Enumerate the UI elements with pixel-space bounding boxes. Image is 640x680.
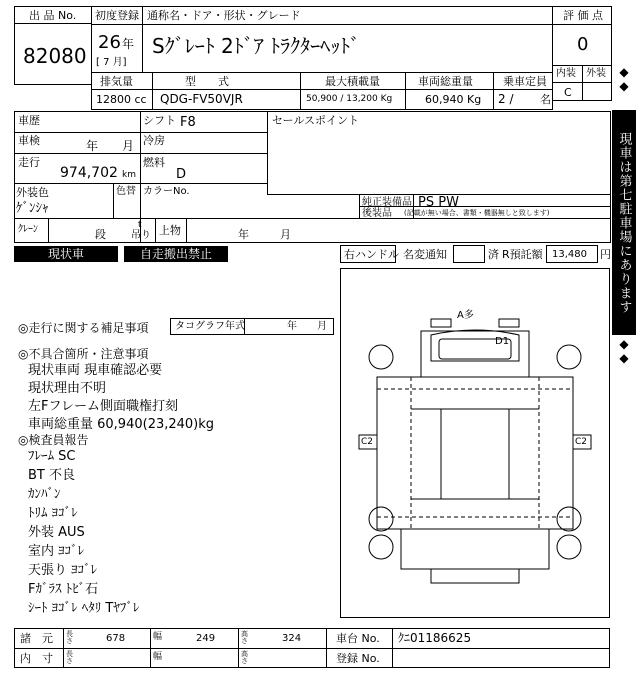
- mark-a: A多: [457, 310, 474, 321]
- handle-cell: [340, 245, 399, 263]
- interior-dims-label: 内 寸: [20, 652, 53, 665]
- interior-label: 内装: [556, 68, 576, 79]
- crane-hook: 吊り: [131, 230, 151, 241]
- inspector-item: 室内 ﾖｺﾞﾚ: [28, 544, 85, 559]
- defect-item: 左Fフレーム側面職権打刻: [28, 399, 178, 414]
- chassis-label: 車台 No.: [336, 632, 380, 645]
- name-label: 通称名・ドア・形状・グレード: [147, 9, 301, 22]
- mileage-label: 走行: [18, 156, 40, 169]
- diamond-bottom: ◆: [619, 337, 629, 351]
- length-value: 678: [106, 633, 126, 644]
- lot-no: 82080: [23, 44, 87, 68]
- inspector-item: ﾄﾘﾑ ﾖｺﾞﾚ: [28, 506, 78, 521]
- defects-title: ◎不具合箇所・注意事項: [18, 347, 149, 361]
- damage-diagram-frame: [340, 268, 610, 618]
- defect-item: 現状車両 現車確認必要: [28, 363, 163, 378]
- score-label: 評 価 点: [563, 9, 603, 22]
- inspection-label: 車検: [18, 134, 40, 147]
- width2-label: 幅: [153, 652, 163, 662]
- capacity-label: 乗車定員: [503, 75, 547, 88]
- self-driving-ban-badge: 自走搬出禁止: [124, 246, 228, 262]
- parking-location-banner: 現車は第七駐車場にあります: [612, 110, 636, 335]
- upper-label: 上物: [159, 224, 181, 237]
- truck-diagram: [341, 269, 609, 617]
- recycle-fee-label: R預託額: [502, 248, 543, 261]
- shift-label: シフト: [143, 114, 176, 127]
- width-label: 幅: [153, 632, 163, 642]
- color-no-label: カラーNo.: [143, 186, 190, 197]
- length2-label: 長さ: [66, 650, 73, 665]
- inspector-title: ◎検査員報告: [18, 433, 89, 447]
- first-reg-label: 初度登録: [95, 9, 139, 22]
- upper-month: 月: [280, 228, 291, 241]
- inspector-item: BT 不良: [28, 468, 75, 483]
- length-label: 長さ: [66, 630, 73, 645]
- gvw-value: 60,940 Kg: [425, 93, 482, 106]
- inspector-item: ｼｰﾄ ﾖｺﾞﾚ ﾍﾀﾘ Tﾔﾌﾞﾚ: [28, 601, 140, 616]
- history-label: 車歴: [18, 114, 40, 127]
- mark-c-right: C2: [575, 437, 588, 447]
- lot-no-label-cell: [14, 6, 92, 24]
- tacho-label: タコグラフ年式: [175, 321, 245, 332]
- score-value: 0: [577, 34, 589, 55]
- max-load-value: 50,900 / 13,200 Kg: [306, 94, 393, 104]
- gvw-label: 車両総重量: [418, 75, 473, 88]
- fuel-value: D: [176, 167, 187, 182]
- reg-label: 登録 No.: [336, 652, 380, 665]
- color-label: 外装色: [16, 186, 49, 199]
- aftermarket-label: 後装品: [362, 208, 392, 219]
- diamond-top-2: ◆: [619, 79, 629, 93]
- genuine-label: 純正装備品: [362, 197, 412, 208]
- inspector-item: ｶﾝﾊﾞﾝ: [28, 487, 61, 502]
- recycle-fee-cell: [546, 245, 598, 263]
- crane-t: t: [138, 220, 142, 230]
- diamond-top: ◆: [619, 65, 629, 79]
- tacho-cell: [170, 318, 334, 335]
- interior-grade: C: [564, 86, 572, 99]
- dims-label: 諸 元: [20, 632, 53, 645]
- genuine-value: PS PW: [418, 195, 459, 210]
- name-change-box: [453, 245, 485, 263]
- tacho-month: 月: [317, 321, 327, 332]
- height-value: 324: [282, 633, 302, 644]
- mark-c-left: C2: [361, 437, 374, 447]
- inspector-item: 外装 AUS: [28, 525, 85, 540]
- recycle-fee-unit: 円: [600, 248, 611, 261]
- lot-no-cell: [14, 23, 92, 85]
- mileage-value: 974,702: [60, 165, 118, 181]
- driving-notes-title: ◎走行に関する補足事項: [18, 321, 149, 335]
- height-label: 高さ: [241, 630, 248, 645]
- width-value: 249: [196, 633, 216, 644]
- recycle-fee-value: 13,480: [552, 249, 587, 260]
- sales-point-label: セールスポイント: [272, 114, 360, 127]
- tacho-year: 年: [287, 321, 297, 332]
- inspection-year: 年: [86, 139, 99, 153]
- inspector-item: ﾌﾚｰﾑ SC: [28, 449, 76, 464]
- inspector-item: Fｶﾞﾗｽ ﾄﾋﾞ石: [28, 582, 99, 597]
- defect-item: 現状理由不明: [28, 381, 107, 396]
- crane-label: ｸﾚｰﾝ: [18, 224, 38, 235]
- color-value: ｹﾞﾝｼｬ: [16, 201, 49, 216]
- first-reg-year: 26: [98, 32, 121, 53]
- recycle-label: 済: [488, 248, 499, 261]
- handle-value: 右ハンドル: [344, 248, 399, 261]
- inspection-month: 月: [122, 139, 135, 153]
- upper-year: 年: [238, 228, 249, 241]
- year-unit: 年: [122, 37, 135, 51]
- diamond-bottom-2: ◆: [619, 351, 629, 365]
- color-change-label: 色替: [116, 186, 136, 197]
- fuel-label: 燃料: [143, 156, 165, 169]
- defect-item: 車両総重量 60,940(23,240)kg: [28, 417, 215, 432]
- chassis-value: ｸﾆ01186625: [398, 631, 472, 645]
- capacity-unit: 名: [540, 93, 551, 106]
- capacity-value: 2 /: [498, 92, 514, 106]
- first-reg-month: [ 7 月]: [96, 57, 127, 68]
- displacement-label: 排気量: [100, 75, 133, 88]
- name-change-label: 名変通知: [403, 248, 447, 261]
- exterior-label: 外装: [586, 68, 606, 79]
- shift-value: F8: [180, 115, 196, 130]
- max-load-label: 最大積載量: [325, 75, 380, 88]
- ac-label: 冷房: [143, 134, 165, 147]
- model-label: 型 式: [185, 75, 229, 88]
- model-value: QDG-FV50VJR: [160, 92, 243, 106]
- aftermarket-note: (記載が無い場合、書類・機器無しと致します): [404, 209, 550, 217]
- vehicle-name: Sｸﾞﾚｰﾄ 2ﾄﾞｱ ﾄﾗｸﾀｰﾍｯﾄﾞ: [152, 34, 361, 58]
- displacement-value: 12800 cc: [96, 93, 147, 106]
- mileage-unit: km: [122, 170, 136, 180]
- height2-label: 高さ: [241, 650, 248, 665]
- crane-step: 段: [95, 228, 106, 241]
- current-condition-badge: 現状車: [14, 246, 118, 262]
- lot-no-label: 出 品 No.: [29, 9, 77, 22]
- inspector-item: 天張り ﾖｺﾞﾚ: [28, 563, 98, 578]
- mark-d: D1: [495, 336, 510, 347]
